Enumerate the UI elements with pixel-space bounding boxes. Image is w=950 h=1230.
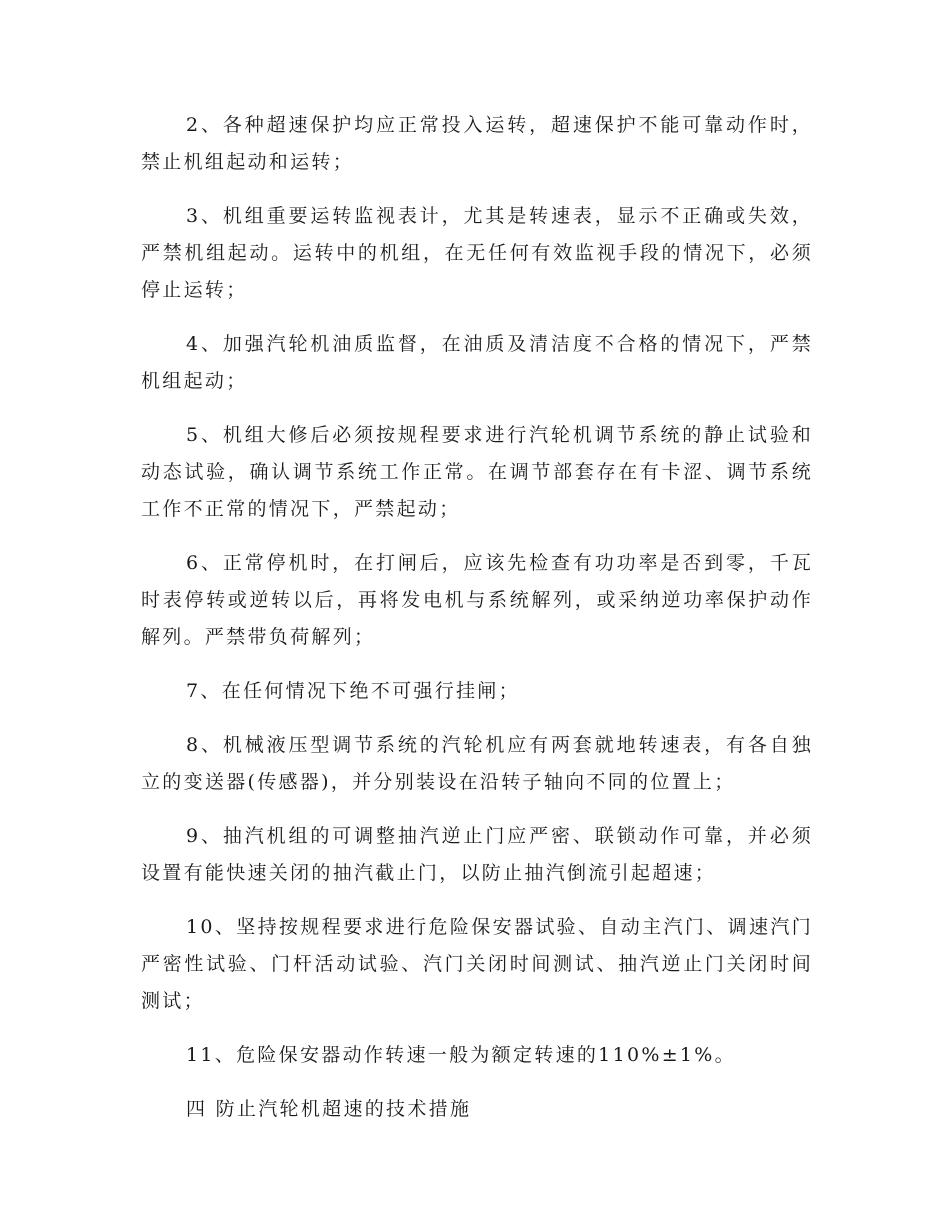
- paragraph-item-2: 2、各种超速保护均应正常投入运转，超速保护不能可靠动作时，禁止机组起动和运转；: [141, 114, 813, 173]
- paragraph-item-7: 7、在任何情况下绝不可强行挂闸；: [186, 680, 520, 702]
- paragraph-item-5: 5、机组大修后必须按规程要求进行汽轮机调节系统的静止试验和动态试验，确认调节系统工作正常。在调节部套存在有卡涩、调节系统工作不正常的情况下，严禁起动；: [141, 424, 813, 520]
- document-body: [141, 107, 813, 1128]
- paragraph-item-6: 6、正常停机时，在打闸后，应该先检查有功功率是否到零，千瓦时表停转或逆转以后，再将发电机与系统解列，或采纳逆功率保护动作解列。严禁带负荷解列；: [141, 552, 813, 648]
- paragraph-item-10: 10、坚持按规程要求进行危险保安器试验、自动主汽门、调速汽门严密性试验、门杆活动试验、汽门关闭时间测试、抽汽逆止门关闭时间测试；: [141, 916, 813, 1012]
- paragraph-item-8: 8、机械液压型调节系统的汽轮机应有两套就地转速表，有各自独立的变送器(传感器)，并分别装设在沿转子轴向不同的位置上；: [141, 734, 813, 793]
- section-heading: 四 防止汽轮机超速的技术措施: [186, 1098, 472, 1120]
- paragraph-item-9: 9、抽汽机组的可调整抽汽逆止门应严密、联锁动作可靠，并必须设置有能快速关闭的抽汽截止门，以防止抽汽倒流引起超速；: [141, 825, 813, 884]
- paragraph-item-11: 11、危险保安器动作转速一般为额定转速的110%±1%。: [186, 1044, 736, 1066]
- paragraph-item-4: 4、加强汽轮机油质监督，在油质及清洁度不合格的情况下，严禁机组起动；: [141, 333, 813, 392]
- paragraph-item-3: 3、机组重要运转监视表计，尤其是转速表，显示不正确或失效，严禁机组起动。运转中的机组，在无任何有效监视手段的情况下，必须停止运转；: [141, 205, 813, 301]
